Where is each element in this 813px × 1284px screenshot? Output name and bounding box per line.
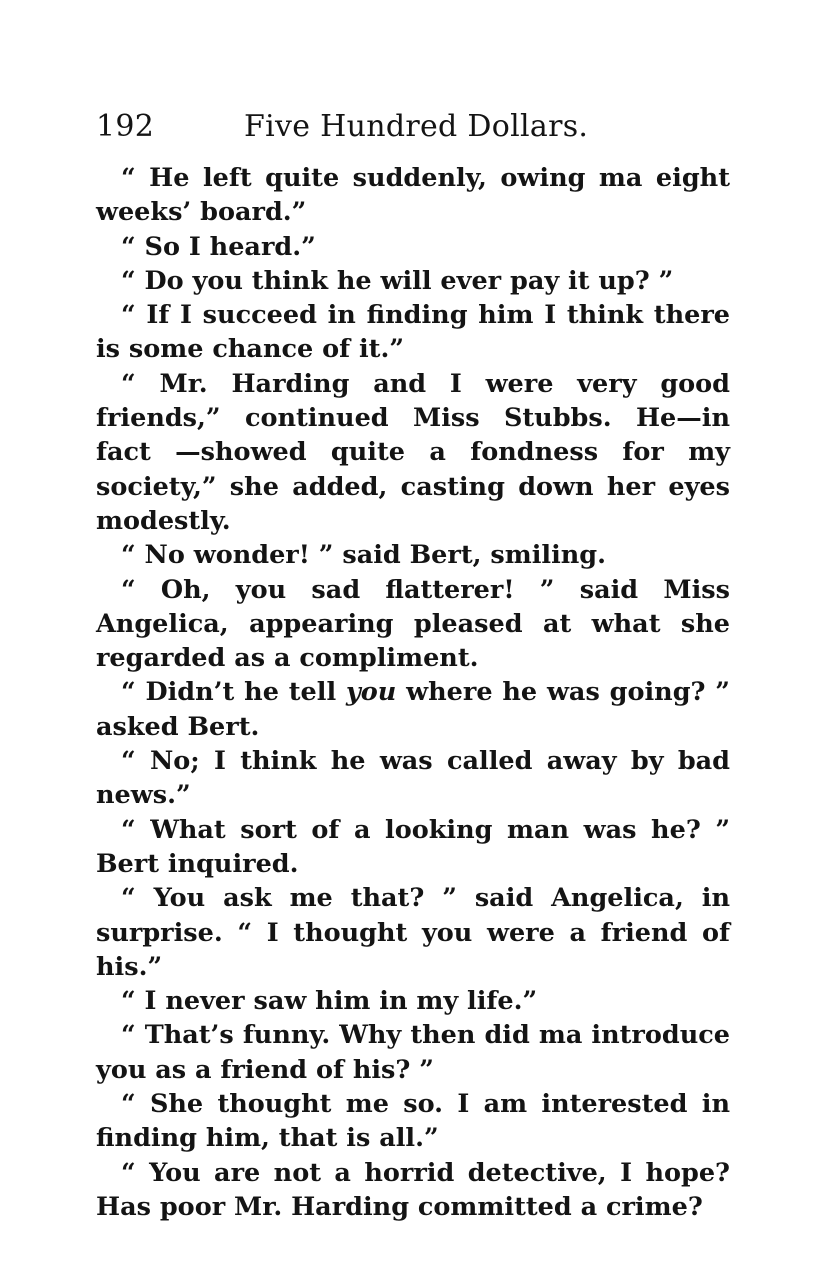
paragraph-12: “ I never saw him in my life.” [121,986,538,1017]
paragraph-8 [96,675,730,744]
page-number: 192 [96,109,155,144]
paragraph-3: “ Do you think he will ever pay it up? ” [121,265,674,296]
paragraph-7: “ Oh, you sad flatterer! ” said Miss Angelica, appearing pleased at what she regarded as a compliment. [96,574,730,674]
paragraph-14: “ She thought me so. I am interested in finding him, that is all.” [96,1089,730,1154]
running-title: Five Hundred Dollars. [244,109,589,144]
paragraph-1: “ He left quite suddenly, owing ma eight weeks’ board.” [96,163,730,228]
paragraph-13: “ That’s funny. Why then did ma introduce you as a friend of his? ” [96,1020,730,1085]
body-text [96,161,730,1224]
running-head [96,104,730,150]
paragraph-8-after: where he was going? ” asked Bert. [96,677,730,742]
paragraph-9: “ No; I think he was called away by bad news.” [96,746,730,811]
paragraph-10: “ What sort of a looking man was he? ” Bert inquired. [96,814,730,879]
book-page [96,104,730,1224]
paragraph-8-before: “ Didn’t he tell [121,677,346,708]
paragraph-11: “ You ask me that? ” said Angelica, in surprise. “ I thought you were a friend of his.” [96,883,730,982]
paragraph-4: “ If I succeed in finding him I think there is some chance of it.” [96,300,730,365]
paragraph-2: “ So I heard.” [121,231,316,262]
paragraph-6: “ No wonder! ” said Bert, smiling. [121,540,607,571]
paragraph-15: “ You are not a horrid detective, I hope? Has poor Mr. Harding committed a crime? [96,1157,730,1222]
paragraph-5: “ Mr. Harding and I were very good friends,” continued Miss Stubbs. He—in fact —showed quite a fondness for my society,” she added, casting down her eyes modestly. [96,368,730,536]
emphasis-you: you [345,677,397,708]
